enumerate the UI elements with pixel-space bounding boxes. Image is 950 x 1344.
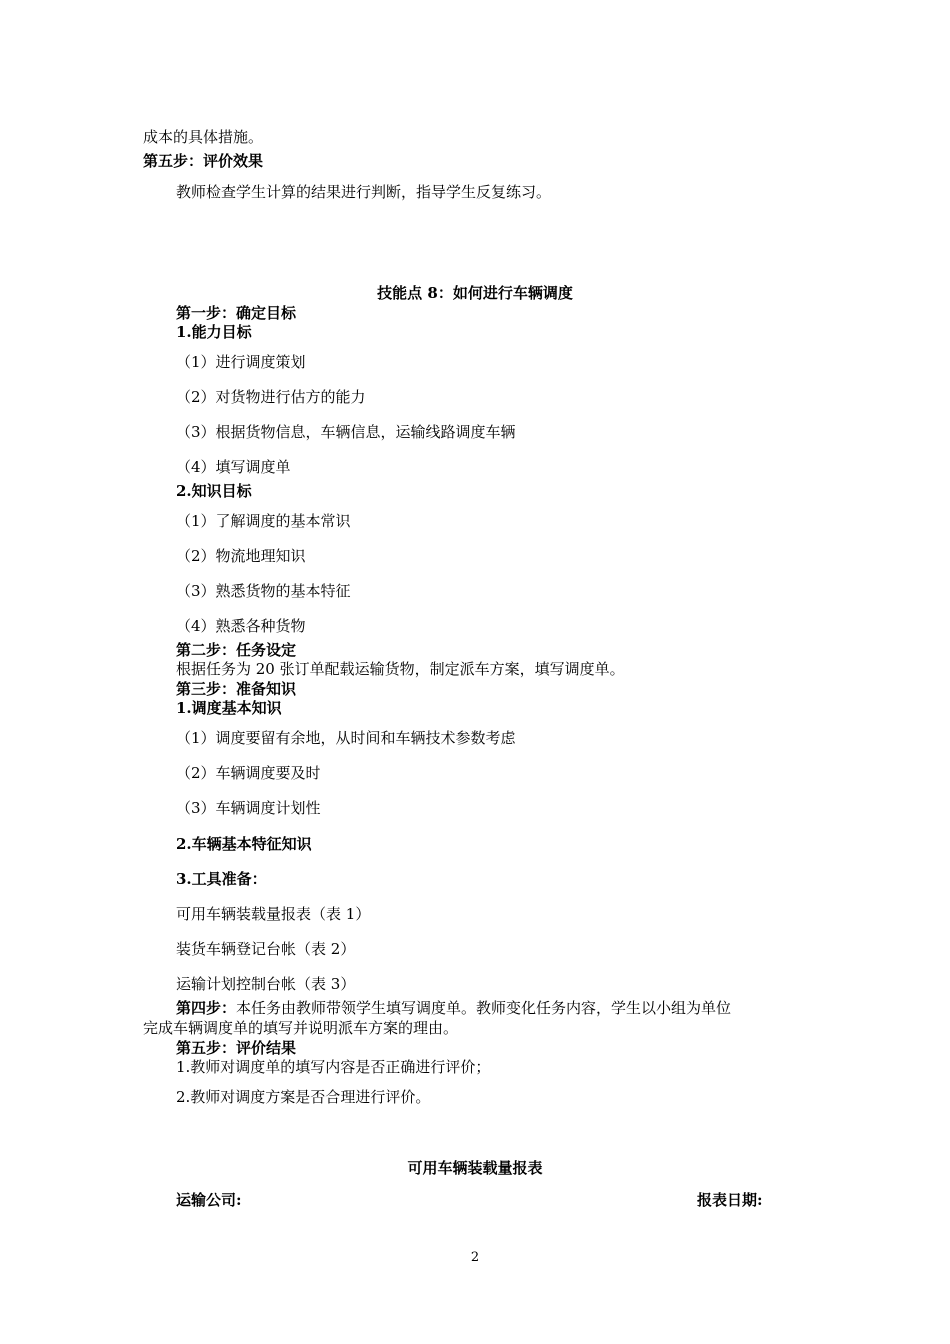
step1-heading: 第一步：确定目标 — [176, 304, 297, 322]
tool-item: 可用车辆装载量报表（表 1） — [176, 905, 371, 923]
ability-item: （2）对货物进行估方的能力 — [176, 388, 366, 406]
step4-label: 第四步： — [176, 999, 237, 1017]
step4-line2: 完成车辆调度单的填写并说明派车方案的理由。 — [143, 1019, 459, 1037]
prep1-item: （1）调度要留有余地，从时间和车辆技术参数考虑 — [176, 729, 516, 747]
prep3-heading: 3.工具准备： — [176, 870, 267, 888]
step4-line1 — [176, 998, 731, 1018]
table-title: 可用车辆装载量报表 — [407, 1159, 543, 1177]
ability-item: （4）填写调度单 — [176, 458, 291, 476]
knowledge-heading: 2.知识目标 — [176, 482, 252, 500]
prep1-heading: 1.调度基本知识 — [176, 699, 282, 717]
company-label: 运输公司: — [176, 1191, 242, 1209]
knowledge-item: （3）熟悉货物的基本特征 — [176, 582, 351, 600]
ability-item: （1）进行调度策划 — [176, 353, 306, 371]
step4-text: 本任务由教师带领学生填写调度单。教师变化任务内容，学生以小组为单位 — [236, 999, 732, 1017]
eval-item: 1.教师对调度单的填写内容是否正确进行评价； — [176, 1058, 491, 1076]
tool-item: 装货车辆登记台帐（表 2） — [176, 940, 356, 958]
prep2-heading: 2.车辆基本特征知识 — [176, 835, 312, 853]
ability-heading: 1.能力目标 — [176, 323, 252, 341]
ability-item: （3）根据货物信息，车辆信息，运输线路调度车辆 — [176, 423, 516, 441]
knowledge-item: （4）熟悉各种货物 — [176, 617, 306, 635]
prep1-item: （2）车辆调度要及时 — [176, 764, 321, 782]
step5-heading-top: 第五步：评价效果 — [143, 152, 264, 170]
step3-heading: 第三步：准备知识 — [176, 680, 297, 698]
step2-heading: 第二步：任务设定 — [176, 641, 297, 659]
continuation-line: 成本的具体措施。 — [143, 128, 264, 146]
step2-text: 根据任务为 20 张订单配载运输货物，制定派车方案，填写调度单。 — [176, 660, 625, 678]
step5-text-top: 教师检查学生计算的结果进行判断，指导学生反复练习。 — [176, 183, 552, 201]
prep1-item: （3）车辆调度计划性 — [176, 799, 321, 817]
date-label: 报表日期: — [697, 1191, 763, 1209]
skill8-title: 技能点 8：如何进行车辆调度 — [377, 284, 573, 302]
page-number: 2 — [470, 1250, 480, 1265]
eval-item: 2.教师对调度方案是否合理进行评价。 — [176, 1088, 431, 1106]
tool-item: 运输计划控制台帐（表 3） — [176, 975, 356, 993]
knowledge-item: （2）物流地理知识 — [176, 547, 306, 565]
step5-heading: 第五步：评价结果 — [176, 1039, 297, 1057]
knowledge-item: （1）了解调度的基本常识 — [176, 512, 351, 530]
